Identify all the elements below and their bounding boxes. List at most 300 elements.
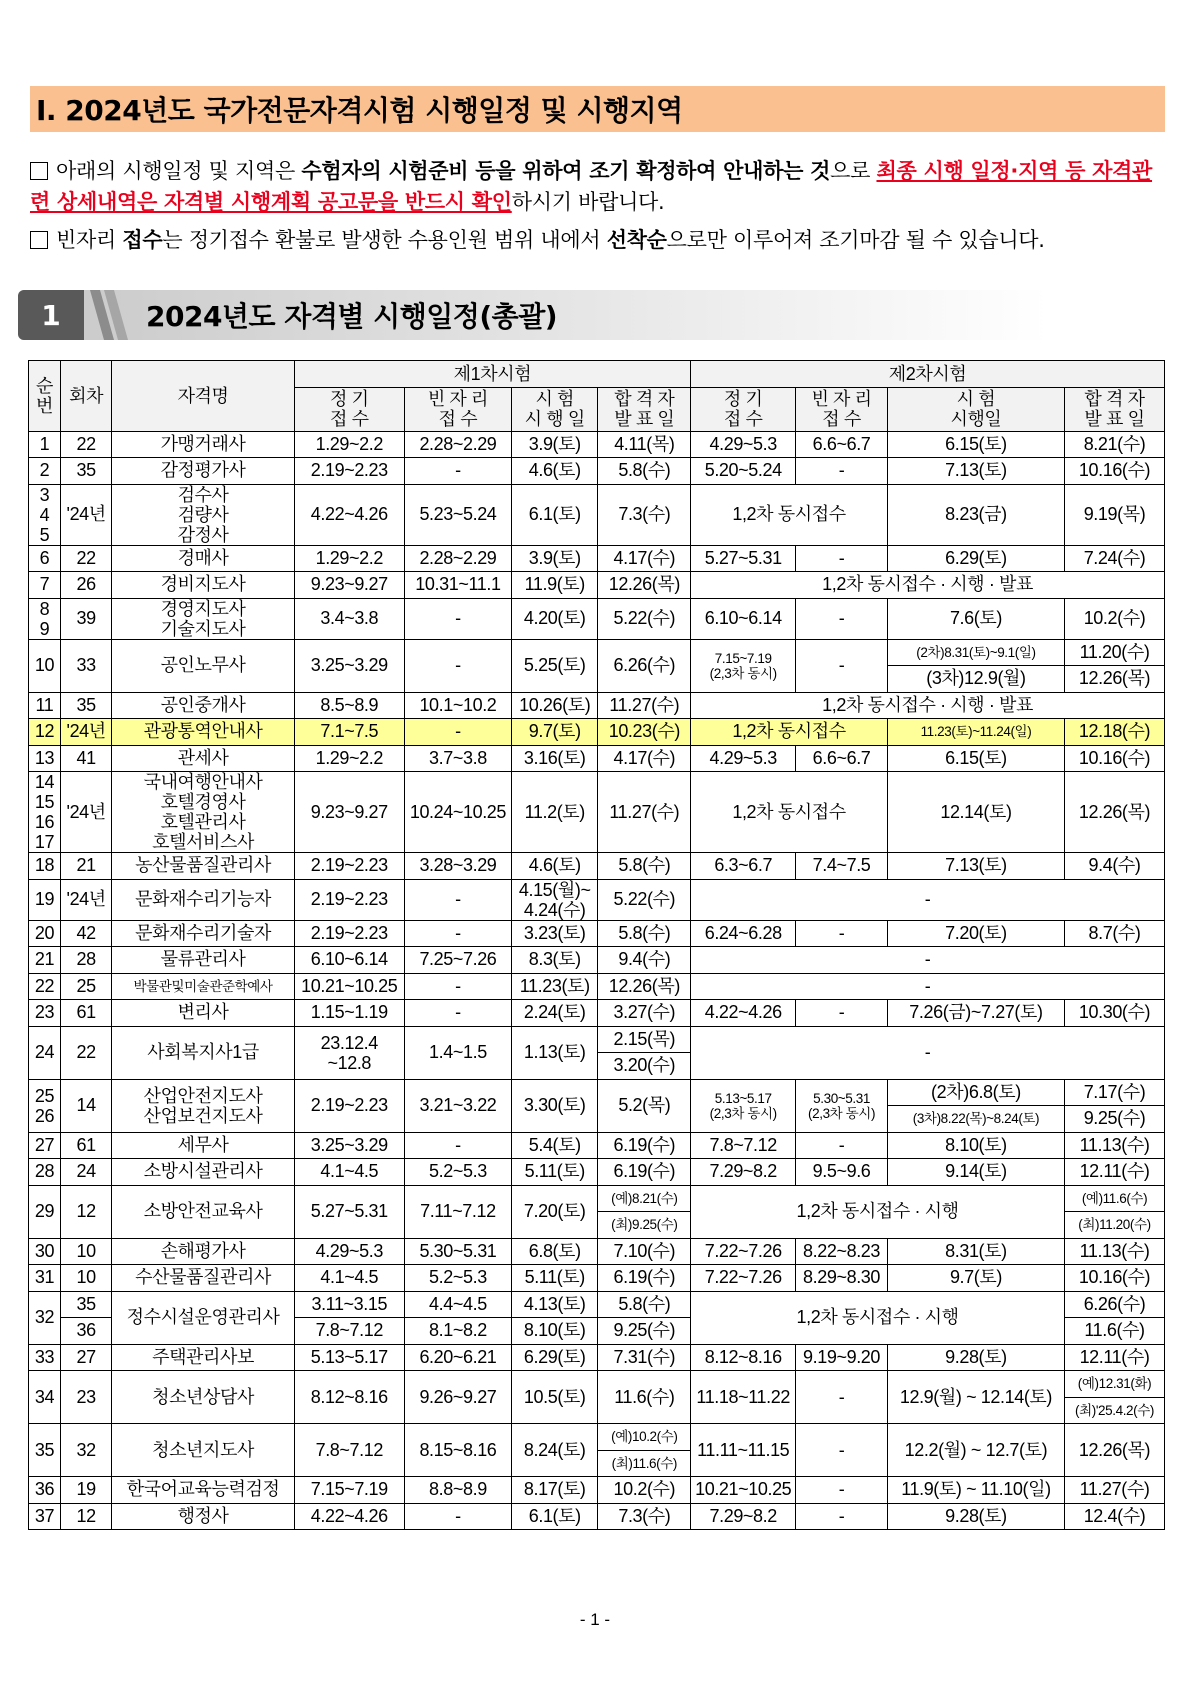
table-cell: 주택관리사보 xyxy=(112,1344,294,1371)
table-cell: 22 xyxy=(60,1026,111,1079)
table-cell: 36 xyxy=(60,1318,111,1345)
table-cell: 12.18(수) xyxy=(1065,719,1165,746)
table-cell: 11.6(수) xyxy=(1065,1318,1165,1345)
notice-2-part: 으로만 이루어져 조기마감 될 수 있습니다. xyxy=(666,228,1045,252)
table-cell: 5.25(토) xyxy=(511,639,598,692)
notice-2 xyxy=(30,225,1170,256)
table-cell: 5.20~5.24 xyxy=(691,458,796,485)
table-cell: 가맹거래사 xyxy=(112,431,294,458)
table-cell: 7.24(수) xyxy=(1065,545,1165,572)
table-cell: - xyxy=(796,1424,888,1477)
header-pass2: 합 격 자 발 표 일 xyxy=(1065,387,1165,431)
table-row xyxy=(29,1503,1165,1530)
table-cell: 10.1~10.2 xyxy=(404,692,511,719)
notice-1-part: 하시기 바랍니다. xyxy=(511,190,665,214)
table-cell: 25 xyxy=(60,973,111,1000)
table-cell: 26 xyxy=(60,572,111,599)
table-cell: 7.8~7.12 xyxy=(294,1318,404,1345)
table-cell: 41 xyxy=(60,745,111,772)
table-cell: 5.4(토) xyxy=(511,1132,598,1159)
table-cell: 박물관및미술관준학예사 xyxy=(112,973,294,1000)
table-row xyxy=(29,1291,1165,1318)
table-cell: 28 xyxy=(60,947,111,974)
table-cell: 5.8(수) xyxy=(598,920,691,947)
subsection-number: 1 xyxy=(18,290,84,340)
table-cell: 14 15 16 17 xyxy=(29,772,61,853)
table-cell: 농산물품질관리사 xyxy=(112,853,294,880)
table-cell: 2.28~2.29 xyxy=(404,545,511,572)
table-cell: 9.19(목) xyxy=(1065,484,1165,545)
table-cell: 4.22~4.26 xyxy=(294,1503,404,1530)
table-cell: - xyxy=(404,598,511,639)
table-cell: - xyxy=(404,920,511,947)
table-cell: 7.8~7.12 xyxy=(691,1132,796,1159)
table-cell: 9.5~9.6 xyxy=(796,1159,888,1186)
table-cell: (2차)8.31(토)~9.1(일) xyxy=(887,639,1064,666)
table-cell: '24년 xyxy=(60,879,111,920)
table-cell: 20 xyxy=(29,920,61,947)
table-cell: 7.8~7.12 xyxy=(294,1424,404,1477)
table-cell: 9.26~9.27 xyxy=(404,1371,511,1424)
table-cell: 10.16(수) xyxy=(1065,745,1165,772)
table-row xyxy=(29,1265,1165,1292)
table-cell: - xyxy=(691,947,1165,974)
table-cell: 6.26(수) xyxy=(598,639,691,692)
table-cell: 5.13~5.17 xyxy=(294,1344,404,1371)
table-cell: 9.23~9.27 xyxy=(294,572,404,599)
table-cell: 13 xyxy=(29,745,61,772)
table-cell: (예)8.21(수) xyxy=(598,1185,691,1212)
table-cell: 5.11(토) xyxy=(511,1159,598,1186)
table-cell: 18 xyxy=(29,853,61,880)
table-cell: 10 xyxy=(60,1265,111,1292)
page-number: - 1 - xyxy=(579,1610,611,1629)
table-cell: 8.22~8.23 xyxy=(796,1238,888,1265)
table-cell: 2.19~2.23 xyxy=(294,1079,404,1132)
table-cell: (최)11.6(수) xyxy=(598,1450,691,1477)
table-cell: 8.24(토) xyxy=(511,1424,598,1477)
table-cell: 10 xyxy=(60,1238,111,1265)
table-cell: 5.30~5.31 xyxy=(404,1238,511,1265)
table-cell: 5.22(수) xyxy=(598,879,691,920)
table-cell: 1.29~2.2 xyxy=(294,431,404,458)
header-vacant2: 빈 자 리 접 수 xyxy=(796,387,888,431)
schedule-table xyxy=(28,360,1165,1530)
table-cell: 정수시설운영관리사 xyxy=(112,1291,294,1344)
table-cell: 수산물품질관리사 xyxy=(112,1265,294,1292)
table-cell: - xyxy=(404,1503,511,1530)
table-cell: 21 xyxy=(60,853,111,880)
table-cell: 9.14(토) xyxy=(887,1159,1064,1186)
table-cell: 10.2(수) xyxy=(598,1477,691,1504)
table-cell: - xyxy=(796,1132,888,1159)
table-cell: 11.11~11.15 xyxy=(691,1424,796,1477)
table-row xyxy=(29,545,1165,572)
table-cell: 5.30~5.31 (2,3차 동시) xyxy=(796,1079,888,1132)
table-cell: 11.27(수) xyxy=(1065,1477,1165,1504)
table-cell: 6.1(토) xyxy=(511,484,598,545)
notice-1 xyxy=(30,156,1170,218)
table-cell: 11.23(토) xyxy=(511,973,598,1000)
table-cell: 청소년상담사 xyxy=(112,1371,294,1424)
table-cell: 32 xyxy=(29,1291,61,1344)
checkbox-icon xyxy=(30,162,48,180)
table-cell: 9.4(수) xyxy=(1065,853,1165,880)
table-cell: 12.26(목) xyxy=(1065,666,1165,693)
table-cell: 9.7(토) xyxy=(511,719,598,746)
table-cell: '24년 xyxy=(60,484,111,545)
table-cell: 관세사 xyxy=(112,745,294,772)
table-cell: 10.16(수) xyxy=(1065,1265,1165,1292)
header-exam1: 제1차시험 xyxy=(294,361,690,388)
table-row xyxy=(29,1159,1165,1186)
table-cell: 9.25(수) xyxy=(1065,1106,1165,1133)
table-cell: 2.19~2.23 xyxy=(294,920,404,947)
table-cell: 4.29~5.3 xyxy=(294,1238,404,1265)
table-cell: 9.19~9.20 xyxy=(796,1344,888,1371)
table-row xyxy=(29,598,1165,639)
table-cell: 7.15~7.19 xyxy=(294,1477,404,1504)
table-cell: 10.5(토) xyxy=(511,1371,598,1424)
table-cell: 4.6(토) xyxy=(511,458,598,485)
table-row xyxy=(29,1477,1165,1504)
table-cell: 24 xyxy=(60,1159,111,1186)
section-title: Ⅰ. 2024년도 국가전문자격시험 시행일정 및 시행지역 xyxy=(30,86,1165,132)
table-cell: 6.6~6.7 xyxy=(796,431,888,458)
table-cell: 14 xyxy=(60,1079,111,1132)
table-cell: 35 xyxy=(60,1291,111,1318)
table-cell: 7.29~8.2 xyxy=(691,1159,796,1186)
table-cell: 1,2차 동시접수 · 시행 · 발표 xyxy=(691,692,1165,719)
table-cell: 2 xyxy=(29,458,61,485)
table-cell: 7.20(토) xyxy=(511,1185,598,1238)
table-cell: 7.31(수) xyxy=(598,1344,691,1371)
table-cell: 7.20(토) xyxy=(887,920,1064,947)
header-name: 자격명 xyxy=(112,361,294,432)
table-cell: 6.3~6.7 xyxy=(691,853,796,880)
table-cell: 1.15~1.19 xyxy=(294,1000,404,1027)
table-cell: 3.30(토) xyxy=(511,1079,598,1132)
table-cell: 11.2(토) xyxy=(511,772,598,853)
table-cell: 4.22~4.26 xyxy=(691,1000,796,1027)
table-cell: 6.15(토) xyxy=(887,431,1064,458)
table-cell: 12.26(목) xyxy=(598,572,691,599)
table-cell: 11.23(토)~11.24(일) xyxy=(887,719,1064,746)
table-cell: 4.20(토) xyxy=(511,598,598,639)
table-row xyxy=(29,639,1165,666)
table-cell: 8.1~8.2 xyxy=(404,1318,511,1345)
table-cell: 3.21~3.22 xyxy=(404,1079,511,1132)
table-cell: 8.17(토) xyxy=(511,1477,598,1504)
table-cell: 10.23(수) xyxy=(598,719,691,746)
header-seq: 순 번 xyxy=(29,361,61,432)
table-cell: - xyxy=(404,973,511,1000)
table-cell: 2.24(토) xyxy=(511,1000,598,1027)
table-cell: 4.17(수) xyxy=(598,745,691,772)
table-row xyxy=(29,692,1165,719)
table-cell: 4.1~4.5 xyxy=(294,1265,404,1292)
table-cell: 물류관리사 xyxy=(112,947,294,974)
notice-1-part: 수험자의 시험준비 등을 위하여 조기 확정하여 안내하는 것 xyxy=(301,159,831,183)
table-cell: 30 xyxy=(29,1238,61,1265)
table-cell: 6 xyxy=(29,545,61,572)
table-cell: 12.11(수) xyxy=(1065,1159,1165,1186)
notice-1-text xyxy=(30,159,1152,214)
table-cell: 6.19(수) xyxy=(598,1132,691,1159)
table-cell: '24년 xyxy=(60,772,111,853)
table-cell: 29 xyxy=(29,1185,61,1238)
table-cell: 8.31(토) xyxy=(887,1238,1064,1265)
table-cell: 4.15(월)~ 4.24(수) xyxy=(511,879,598,920)
table-row xyxy=(29,1000,1165,1027)
table-cell: 3.23(토) xyxy=(511,920,598,947)
table-cell: 6.10~6.14 xyxy=(294,947,404,974)
table-cell: 산업안전지도사 산업보건지도사 xyxy=(112,1079,294,1132)
table-cell: 6.10~6.14 xyxy=(691,598,796,639)
table-cell: 1,2차 동시접수 · 시행 xyxy=(691,1291,1065,1344)
table-cell: 7.6(토) xyxy=(887,598,1064,639)
table-cell: 10.26(토) xyxy=(511,692,598,719)
table-cell: 9.28(토) xyxy=(887,1344,1064,1371)
table-cell: 1,2차 동시접수 · 시행 xyxy=(691,1185,1065,1238)
table-row xyxy=(29,572,1165,599)
table-cell: (2차)6.8(토) xyxy=(887,1079,1064,1106)
table-cell: 사회복지사1급 xyxy=(112,1026,294,1079)
table-cell: 1.29~2.2 xyxy=(294,745,404,772)
table-cell: 3.25~3.29 xyxy=(294,639,404,692)
table-cell: 공인노무사 xyxy=(112,639,294,692)
table-row xyxy=(29,1344,1165,1371)
header-reg1: 정 기 접 수 xyxy=(294,387,404,431)
header-reg2: 정 기 접 수 xyxy=(691,387,796,431)
table-cell: 12.9(월) ~ 12.14(토) xyxy=(887,1371,1064,1424)
table-cell: - xyxy=(796,1503,888,1530)
table-cell: 36 xyxy=(29,1477,61,1504)
table-cell: 35 xyxy=(60,458,111,485)
table-cell: 22 xyxy=(60,431,111,458)
table-cell: 11.9(토) ~ 11.10(일) xyxy=(887,1477,1064,1504)
table-cell: 7.13(토) xyxy=(887,458,1064,485)
table-cell: 12.26(목) xyxy=(598,973,691,1000)
header-pass1: 합 격 자 발 표 일 xyxy=(598,387,691,431)
table-cell: 12 xyxy=(29,719,61,746)
table-cell: 23 xyxy=(29,1000,61,1027)
table-cell: 경매사 xyxy=(112,545,294,572)
table-cell: 10 xyxy=(29,639,61,692)
table-cell: (3차)8.22(목)~8.24(토) xyxy=(887,1106,1064,1133)
table-cell: 7.29~8.2 xyxy=(691,1503,796,1530)
table-cell: 4.6(토) xyxy=(511,853,598,880)
table-cell: 4.1~4.5 xyxy=(294,1159,404,1186)
checkbox-icon xyxy=(30,231,48,249)
table-cell: - xyxy=(796,639,888,692)
header-vacant1: 빈 자 리 접 수 xyxy=(404,387,511,431)
notice-2-text xyxy=(56,228,1045,252)
table-cell: - xyxy=(796,458,888,485)
table-row xyxy=(29,973,1165,1000)
table-cell: (최)11.20(수) xyxy=(1065,1212,1165,1239)
table-cell: 7.4~7.5 xyxy=(796,853,888,880)
notice-2-part: 는 정기접수 환불로 발생한 수용인원 범위 내에서 xyxy=(162,228,607,252)
table-cell: 문화재수리기능자 xyxy=(112,879,294,920)
table-cell: - xyxy=(796,1371,888,1424)
table-cell: 4.29~5.3 xyxy=(691,745,796,772)
table-cell: 21 xyxy=(29,947,61,974)
table-cell: 9.28(토) xyxy=(887,1503,1064,1530)
table-cell: 7.26(금)~7.27(토) xyxy=(887,1000,1064,1027)
table-cell: 4.13(토) xyxy=(511,1291,598,1318)
table-cell: 6.29(토) xyxy=(887,545,1064,572)
table-cell: 10.30(수) xyxy=(1065,1000,1165,1027)
table-cell: - xyxy=(404,719,511,746)
table-cell: (최)9.25(수) xyxy=(598,1212,691,1239)
table-cell: 2.28~2.29 xyxy=(404,431,511,458)
table-cell: (최)'25.4.2(수) xyxy=(1065,1397,1165,1424)
table-cell: 61 xyxy=(60,1132,111,1159)
table-cell: 5.13~5.17 (2,3차 동시) xyxy=(691,1079,796,1132)
schedule-table-body xyxy=(29,431,1165,1530)
table-cell: 감정평가사 xyxy=(112,458,294,485)
table-cell: 27 xyxy=(60,1344,111,1371)
table-cell: 11.6(수) xyxy=(598,1371,691,1424)
table-cell: 3.11~3.15 xyxy=(294,1291,404,1318)
table-row xyxy=(29,1424,1165,1451)
table-cell: 10.24~10.25 xyxy=(404,772,511,853)
table-cell: 5.2~5.3 xyxy=(404,1159,511,1186)
table-cell: 12 xyxy=(60,1185,111,1238)
table-cell: 6.26(수) xyxy=(1065,1291,1165,1318)
table-row xyxy=(29,719,1165,746)
notice-2-part: 접수 xyxy=(122,228,163,252)
table-cell: 10.21~10.25 xyxy=(691,1477,796,1504)
table-cell: 2.19~2.23 xyxy=(294,879,404,920)
table-cell: (3차)12.9(월) xyxy=(887,666,1064,693)
table-cell: 11.13(수) xyxy=(1065,1132,1165,1159)
table-cell: 6.19(수) xyxy=(598,1265,691,1292)
table-row xyxy=(29,1132,1165,1159)
table-cell: 3.28~3.29 xyxy=(404,853,511,880)
table-cell: 11.27(수) xyxy=(598,772,691,853)
notice-1-part: 최종 시행 일정·지역 등 자격관련 상세내역은 자격별 시행계획 공고문을 반드시 확인 xyxy=(30,159,1153,214)
table-cell: 2.19~2.23 xyxy=(294,458,404,485)
table-cell: 12.14(토) xyxy=(887,772,1064,853)
table-cell: 8.10(토) xyxy=(887,1132,1064,1159)
table-cell: 7.3(수) xyxy=(598,484,691,545)
table-cell: 8.15~8.16 xyxy=(404,1424,511,1477)
table-cell: - xyxy=(691,879,1165,920)
table-cell: (예)12.31(화) xyxy=(1065,1371,1165,1398)
table-row xyxy=(29,745,1165,772)
table-cell: (예)10.2(수) xyxy=(598,1424,691,1451)
table-row xyxy=(29,431,1165,458)
table-cell: 3.27(수) xyxy=(598,1000,691,1027)
header-exam-date2: 시 험 시행일 xyxy=(887,387,1064,431)
subsection-title: 2024년도 자격별 시행일정(총괄) xyxy=(146,300,558,333)
table-cell: 11.20(수) xyxy=(1065,639,1165,666)
table-cell: 관광통역안내사 xyxy=(112,719,294,746)
table-cell: 3.20(수) xyxy=(598,1053,691,1080)
table-cell: 5.8(수) xyxy=(598,458,691,485)
table-cell: (예)11.6(수) xyxy=(1065,1185,1165,1212)
table-cell: 27 xyxy=(29,1132,61,1159)
table-cell: 3.9(토) xyxy=(511,545,598,572)
table-cell: 6.6~6.7 xyxy=(796,745,888,772)
table-cell: 39 xyxy=(60,598,111,639)
table-row xyxy=(29,1371,1165,1398)
table-cell: 6.24~6.28 xyxy=(691,920,796,947)
table-cell: 8.8~8.9 xyxy=(404,1477,511,1504)
table-cell: 1,2차 동시접수 xyxy=(691,484,888,545)
table-cell: 9.7(토) xyxy=(887,1265,1064,1292)
table-cell: 9.23~9.27 xyxy=(294,772,404,853)
table-cell: 7.17(수) xyxy=(1065,1079,1165,1106)
table-cell: - xyxy=(796,1000,888,1027)
table-cell: 5.11(토) xyxy=(511,1265,598,1292)
table-cell: 35 xyxy=(29,1424,61,1477)
table-cell: 1.4~1.5 xyxy=(404,1026,511,1079)
table-cell: 행정사 xyxy=(112,1503,294,1530)
table-cell: 경영지도사 기술지도사 xyxy=(112,598,294,639)
table-cell: 33 xyxy=(29,1344,61,1371)
table-cell: 10.16(수) xyxy=(1065,458,1165,485)
table-cell: 공인중개사 xyxy=(112,692,294,719)
table-cell: 19 xyxy=(29,879,61,920)
table-cell: 세무사 xyxy=(112,1132,294,1159)
header-exam-date1: 시 험 시 행 일 xyxy=(511,387,598,431)
table-cell: 변리사 xyxy=(112,1000,294,1027)
table-cell: 12 xyxy=(60,1503,111,1530)
table-cell: 12.26(목) xyxy=(1065,1424,1165,1477)
table-row xyxy=(29,1238,1165,1265)
table-cell: 7.10(수) xyxy=(598,1238,691,1265)
table-cell: 8.12~8.16 xyxy=(294,1371,404,1424)
header-round: 회차 xyxy=(60,361,111,432)
table-cell: 34 xyxy=(29,1371,61,1424)
table-cell: 10.2(수) xyxy=(1065,598,1165,639)
table-cell: 1.29~2.2 xyxy=(294,545,404,572)
table-cell: 국내여행안내사 호텔경영사 호텔관리사 호텔서비스사 xyxy=(112,772,294,853)
table-cell: 8.7(수) xyxy=(1065,920,1165,947)
table-cell: - xyxy=(404,639,511,692)
table-cell: 24 xyxy=(29,1026,61,1079)
table-cell: - xyxy=(404,1132,511,1159)
table-cell: 5.8(수) xyxy=(598,853,691,880)
table-row xyxy=(29,853,1165,880)
table-row xyxy=(29,1026,1165,1053)
table-cell: 37 xyxy=(29,1503,61,1530)
table-cell: 7.22~7.26 xyxy=(691,1238,796,1265)
notice-1-part: 아래의 시행일정 및 지역은 xyxy=(56,159,302,183)
table-cell: 33 xyxy=(60,639,111,692)
table-cell: 소방안전교육사 xyxy=(112,1185,294,1238)
table-cell: 8.23(금) xyxy=(887,484,1064,545)
header-exam2: 제2차시험 xyxy=(691,361,1165,388)
table-cell: - xyxy=(796,545,888,572)
table-cell: 한국어교육능력검정 xyxy=(112,1477,294,1504)
table-cell: 28 xyxy=(29,1159,61,1186)
table-cell: 6.29(토) xyxy=(511,1344,598,1371)
table-cell: 5.2(목) xyxy=(598,1079,691,1132)
table-cell: 청소년지도사 xyxy=(112,1424,294,1477)
table-cell: 9.4(수) xyxy=(598,947,691,974)
table-cell: 3.7~3.8 xyxy=(404,745,511,772)
table-cell: 8.21(수) xyxy=(1065,431,1165,458)
table-cell: 42 xyxy=(60,920,111,947)
table-cell: - xyxy=(796,1477,888,1504)
table-cell: - xyxy=(404,458,511,485)
table-cell: 12.2(월) ~ 12.7(토) xyxy=(887,1424,1064,1477)
table-cell: 7.25~7.26 xyxy=(404,947,511,974)
